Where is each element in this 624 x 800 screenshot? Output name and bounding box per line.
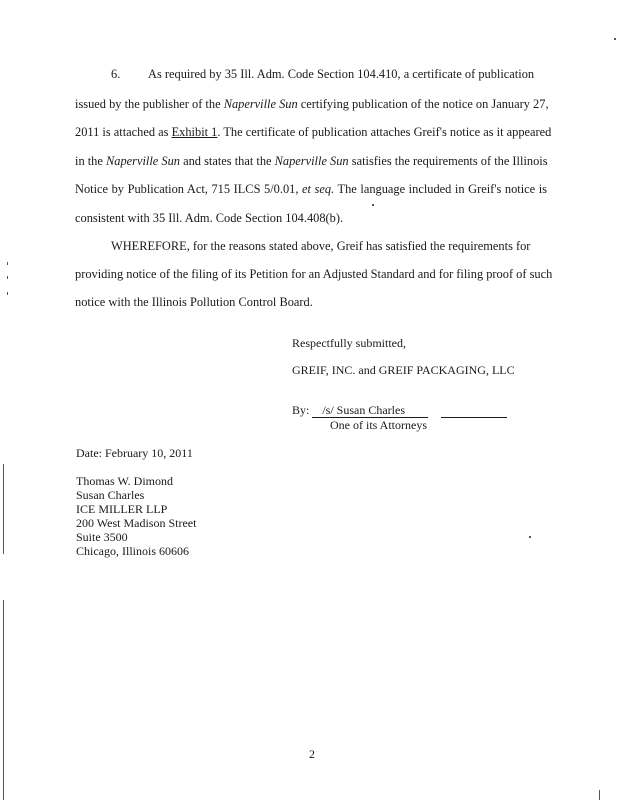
scan-artifact-dot xyxy=(614,38,616,40)
counsel-street: 200 West Madison Street xyxy=(76,516,197,530)
scan-artifact-left-edge-lower xyxy=(3,600,4,800)
counsel-city: Chicago, Illinois 60606 xyxy=(76,544,189,558)
closing: Respectfully submitted, xyxy=(292,336,406,350)
exhibit-reference: Exhibit 1 xyxy=(171,125,218,139)
paragraph-6-line-4: in the Naperville Sun and states that the Naperville Sun satisfies the requirements of the Illinois xyxy=(75,154,548,168)
counsel-name-1: Thomas W. Dimond xyxy=(76,474,174,488)
scan-artifact-dot xyxy=(372,204,374,206)
scan-artifact-dot xyxy=(7,276,8,279)
paragraph-6-line-2: issued by the publisher of the Naperville Sun certifying publication of the notice on January 27, xyxy=(75,97,549,111)
page-number: 2 xyxy=(309,747,315,761)
attorney-role: One of its Attorneys xyxy=(330,418,427,432)
paragraph-number: 6. xyxy=(111,67,121,81)
date-line: Date: February 10, 2011 xyxy=(76,446,193,460)
scan-artifact-left-edge xyxy=(3,464,4,554)
scan-artifact-dot xyxy=(529,536,531,538)
scan-artifact-dot xyxy=(599,790,600,800)
counsel-suite: Suite 3500 xyxy=(76,530,128,544)
signature-underline xyxy=(441,403,507,418)
counsel-name-2: Susan Charles xyxy=(76,488,145,502)
signed-name: /s/ Susan Charles xyxy=(312,403,428,418)
paragraph-6-line-3: 2011 is attached as Exhibit 1. The certificate of publication attaches Greif's notice as it appeared xyxy=(75,125,552,139)
party-name: GREIF, INC. and GREIF PACKAGING, LLC xyxy=(292,363,515,377)
scan-artifact-dot xyxy=(7,292,8,295)
by-label: By: xyxy=(292,403,310,417)
wherefore-line-3: notice with the Illinois Pollution Control Board. xyxy=(75,295,313,309)
counsel-firm: ICE MILLER LLP xyxy=(76,502,168,516)
scan-artifact-dot xyxy=(7,262,8,265)
wherefore-line-2: providing notice of the filing of its Petition for an Adjusted Standard and for filing proof of such xyxy=(75,267,553,281)
paragraph-6-line-6: consistent with 35 Ill. Adm. Code Section 104.408(b). xyxy=(75,211,344,225)
signature-line xyxy=(292,403,507,418)
paragraph-6-line-5: Notice by Publication Act, 715 ILCS 5/0.01, et seq. The language included in Greif's notice is xyxy=(75,182,548,196)
